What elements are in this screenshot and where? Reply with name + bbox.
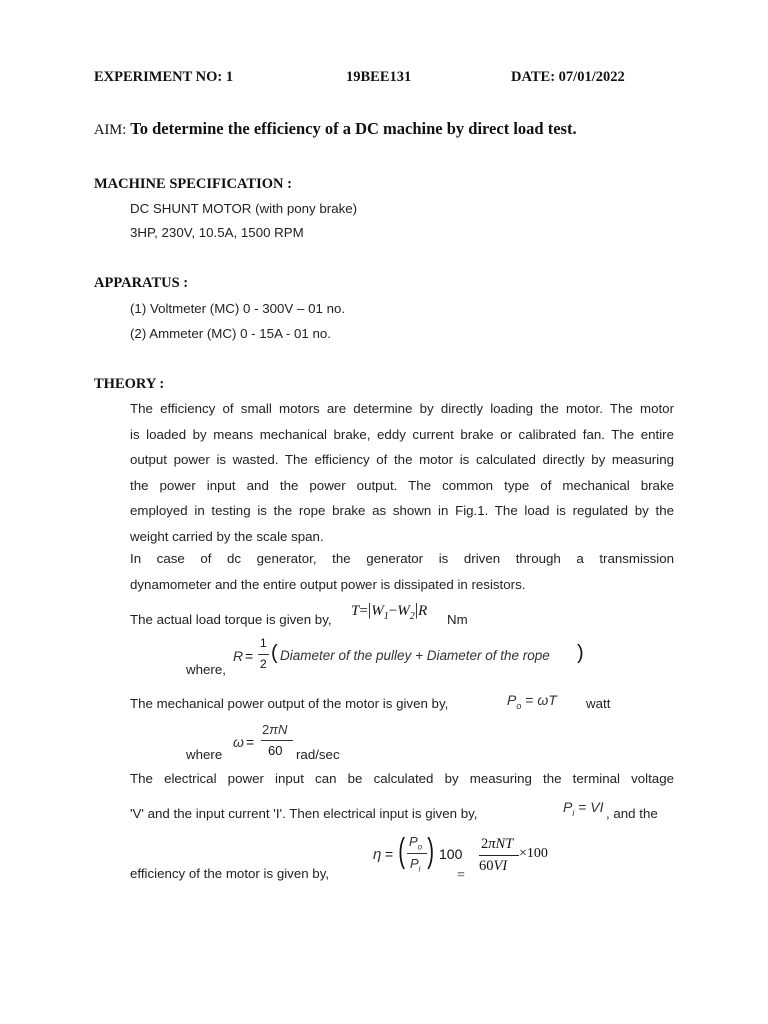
experiment-number: EXPERIMENT NO: 1 (94, 69, 234, 85)
elec-input-text: 'V' and the input current 'I'. Then electrical input is given by, (130, 806, 478, 821)
where-label: where (186, 747, 223, 762)
apparatus-item: (1) Voltmeter (MC) 0 - 300V – 01 no. (130, 301, 346, 316)
paragraph-line: dynamometer and the entire output power is dissipated in resistors. (130, 576, 526, 592)
elec-input-tail: , and the (606, 806, 658, 821)
radius-description: Diameter of the pulley + Diameter of the rope (280, 648, 550, 663)
machine-spec-line: 3HP, 230V, 10.5A, 1500 RPM (130, 225, 304, 240)
aim-line (94, 119, 577, 139)
paragraph-line: weight carried by the scale span. (130, 528, 324, 544)
elec-input-line (130, 766, 674, 792)
theory-paragraph-1 (130, 396, 674, 550)
paragraph-line: In case of dc generator, the generator is driven through a transmission (130, 551, 674, 566)
torque-text: The actual load torque is given by, (130, 612, 332, 627)
paragraph-line: employed in testing is the rope brake as shown in Fig.1. The load is regulated by the (130, 503, 674, 519)
theory-paragraph-2 (130, 546, 674, 597)
mech-power-text: The mechanical power output of the motor is given by, (130, 696, 449, 711)
efficiency-equation: η = ( $P_o$ $P_i$ ) 100 = 2πNT 60VI ×100 (373, 832, 548, 883)
efficiency-text: efficiency of the motor is given by, (130, 866, 330, 881)
mech-power-equation: $P_o = \omega T$ (507, 692, 557, 711)
omega-unit: rad/sec (296, 747, 340, 762)
theory-heading: THEORY : (94, 376, 165, 392)
paragraph-line: output power is wasted. The efficiency of the motor is calculated directly by measuring (130, 452, 674, 468)
machine-spec-line: DC SHUNT MOTOR (with pony brake) (130, 201, 358, 216)
paragraph-line: the power input and the power output. The common type of mechanical brake (130, 477, 674, 493)
mech-power-unit: watt (586, 696, 611, 711)
torque-unit: Nm (447, 612, 468, 627)
elec-input-equation: $P_i$ = VI (563, 799, 604, 818)
experiment-date: DATE: 07/01/2022 (511, 69, 625, 85)
apparatus-item: (2) Ammeter (MC) 0 - 15A - 01 no. (130, 326, 331, 341)
torque-equation: $T=|W_1-W_2|R$ (351, 600, 428, 622)
aim-text: To determine the efficiency of a DC machine by direct load test. (130, 119, 577, 138)
paragraph-line: The efficiency of small motors are determine by directly loading the motor. The motor (130, 401, 674, 416)
where-label: where, (186, 662, 226, 677)
apparatus-heading: APPARATUS : (94, 275, 189, 291)
paragraph-line: is loaded by means mechanical brake, eddy current brake or calibrated fan. The entire (130, 426, 674, 442)
paragraph-line: The electrical power input can be calculated by measuring the terminal voltage (130, 771, 674, 786)
roll-number: 19BEE131 (346, 69, 412, 85)
machine-spec-heading: MACHINE SPECIFICATION : (94, 176, 292, 192)
aim-label: AIM: (94, 122, 127, 138)
